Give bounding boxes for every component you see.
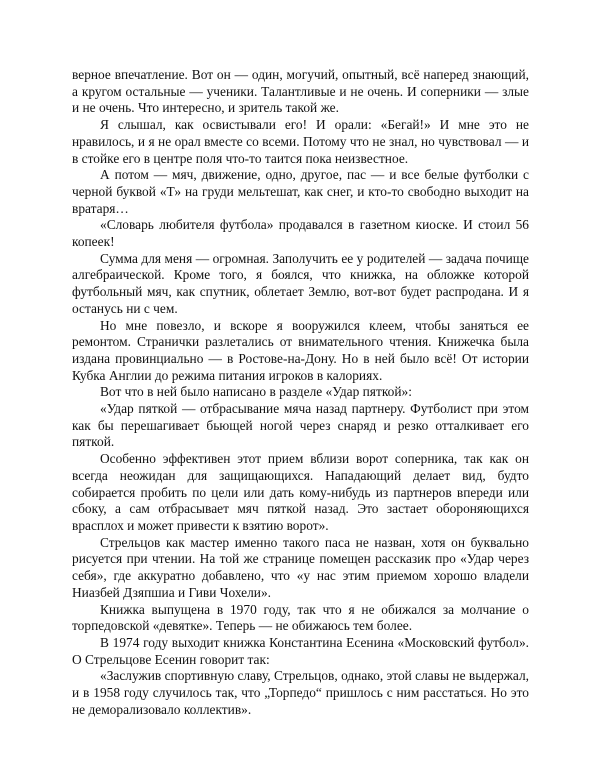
paragraph-10: Стрельцов как мастер именно такого паса не назван, хотя он буквально рисуется при чтении. На той же странице помещен рассказик про «Удар через себя», где аккуратно добавлено, что «у нас этим приемом хорошо владели Ниазбей Дзяпшиа и Гиви Чохели».: [72, 534, 529, 600]
paragraph-3: А потом — мяч, движение, одно, другое, пас — и все белые футболки с черной буквой «Т» на груди мельтешат, как снег, и кто-то свободно выходит на вратаря…: [72, 167, 529, 216]
paragraph-2: Я слышал, как освистывали его! И орали: «Бегай!» И мне это не нравилось, и я не орал вместе со всеми. Потому что не знал, но чувствовал — и в стойке его в центре поля что-то таится пока неизвестное.: [72, 117, 529, 166]
paragraph-5: Сумма для меня — огромная. Заполучить ее у родителей — задача почище алгебраической. Кроме того, я боялся, что книжка, на обложке которой футбольный мяч, как спутник, облетает Землю, вот-вот будет распродана. И я останусь ни с чем.: [72, 250, 529, 316]
document-page: [72, 67, 529, 718]
paragraph-9: Особенно эффективен этот прием вблизи ворот соперника, так как он всегда неожидан для защищающихся. Нападающий делает вид, будто собирается пробить по цели или дать кому-нибудь из партнеров впереди или сбоку, а сам отбрасывает мяч пяткой назад. Это застает обороняющихся врасплох и может привести к взятию ворот».: [72, 451, 529, 533]
paragraph-4: «Словарь любителя футбола» продавался в газетном киоске. И стоил 56 копеек!: [72, 217, 529, 250]
paragraph-13: «Заслужив спортивную славу, Стрельцов, однако, этой славы не выдержал, и в 1958 году случилось так, что „Торпедо“ пришлось с ним расстаться. Но это не деморализовало коллектив».: [72, 668, 529, 717]
paragraph-7: Вот что в ней было написано в разделе «Удар пяткой»:: [100, 384, 412, 400]
paragraph-11: Книжка выпущена в 1970 году, так что я не обижался за молчание о торпедовской «девятке». Теперь — не обижаюсь тем более.: [72, 601, 529, 634]
paragraph-6: Но мне повезло, и вскоре я вооружился клеем, чтобы заняться ее ремонтом. Странички разлетались от внимательного чтения. Книжечка была издана провинциально — в Ростове-на-Дону. Но в ней было всё! От истории Кубка Англии до режима питания игроков в калориях.: [72, 317, 529, 383]
paragraph-12: В 1974 году выходит книжка Константина Есенина «Московский футбол». О Стрельцове Есенин говорит так:: [72, 634, 529, 667]
paragraph-8: «Удар пяткой — отбрасывание мяча назад партнеру. Футболист при этом как бы перешагивает бьющей ногой через снаряд и резко отталкивает его пяткой.: [72, 401, 529, 450]
paragraph-1: верное впечатление. Вот он — один, могучий, опытный, всё наперед знающий, а кругом остальные — ученики. Талантливые и не очень. И соперники — злые и не очень. Что интересно, и зритель такой же.: [72, 67, 529, 116]
